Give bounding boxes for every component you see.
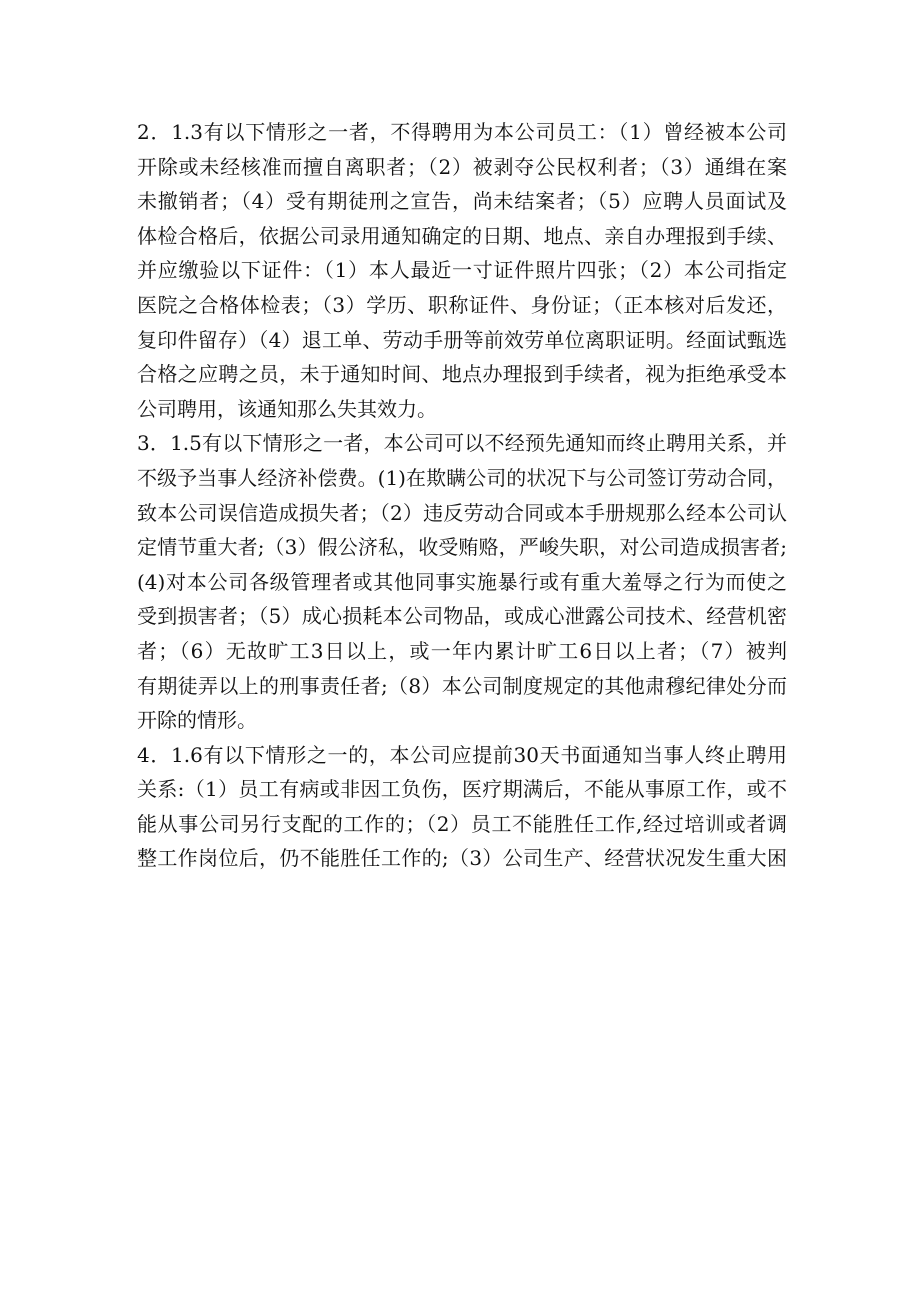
text-line: 合格之应聘之员，未于通知时间、地点办理报到手续者，视为拒绝承受本	[137, 362, 787, 387]
text-line: 2．1.3有以下情形之一者，不得聘用为本公司员工：（1）曾经被本公司	[137, 120, 787, 144]
text-line: (4)对本公司各级管理者或其他同事实施暴行或有重大羞辱之行为而使之	[137, 569, 787, 594]
text-line: 体检合格后，依据公司录用通知确定的日期、地点、亲自办理报到手续、	[137, 223, 787, 248]
text-line: 4．1.6有以下情形之一的，本公司应提前30天书面通知当事人终止聘用	[137, 742, 787, 767]
paragraph-3-1-5	[137, 426, 787, 737]
paragraph-2-1-3	[137, 115, 787, 426]
text-line: 关系:（1）员工有病或非因工负伤，医疗期满后，不能从事原工作，或不	[137, 777, 787, 802]
text-line: 开除或未经核准而擅自离职者；（2）被剥夺公民权利者；（3）通缉在案	[137, 154, 787, 179]
text-line: 能从事公司另行支配的工作的；（2）员工不能胜任工作,经过培训或者调	[137, 811, 787, 836]
text-line: 并应缴验以下证件：（1）本人最近一寸证件照片四张；（2）本公司指定	[137, 258, 787, 283]
text-line: 受到损害者；（5）成心损耗本公司物品，或成心泄露公司技术、经营机密	[137, 604, 787, 629]
paragraph-4-1-6	[137, 738, 787, 876]
text-line: 复印件留存）（4）退工单、劳动手册等前效劳单位离职证明。经面试甄选	[137, 327, 787, 352]
text-line: 3．1.5有以下情形之一者，本公司可以不经预先通知而终止聘用关系，并	[137, 431, 787, 456]
text-line: 者；（6）无故旷工3日以上，或一年内累计旷工6日以上者；（7）被判	[137, 638, 787, 663]
text-line: 医院之合格体检表；（3）学历、职称证件、身份证；（正本核对后发还，	[137, 292, 787, 317]
text-line: 开除的情形。	[137, 708, 257, 733]
text-line: 未撤销者；（4）受有期徒刑之宣告，尚未结案者；（5）应聘人员面试及	[137, 189, 787, 214]
text-line: 整工作岗位后，仍不能胜任工作的;（3）公司生产、经营状况发生重大困	[137, 846, 787, 871]
text-line: 致本公司误信造成损失者；（2）违反劳动合同或本手册规那么经本公司认	[137, 500, 787, 525]
text-line: 公司聘用，该通知那么失其效力。	[137, 396, 437, 421]
document-page	[137, 115, 787, 876]
text-line: 有期徒弄以上的刑事责任者;（8）本公司制度规定的其他肃穆纪律处分而	[137, 673, 787, 698]
text-line: 定情节重大者;（3）假公济私，收受贿赂，严峻失职，对公司造成损害者;	[137, 535, 787, 560]
text-line: 不级予当事人经济补偿费。(1)在欺瞒公司的状况下与公司签订劳动合同，	[137, 465, 787, 490]
